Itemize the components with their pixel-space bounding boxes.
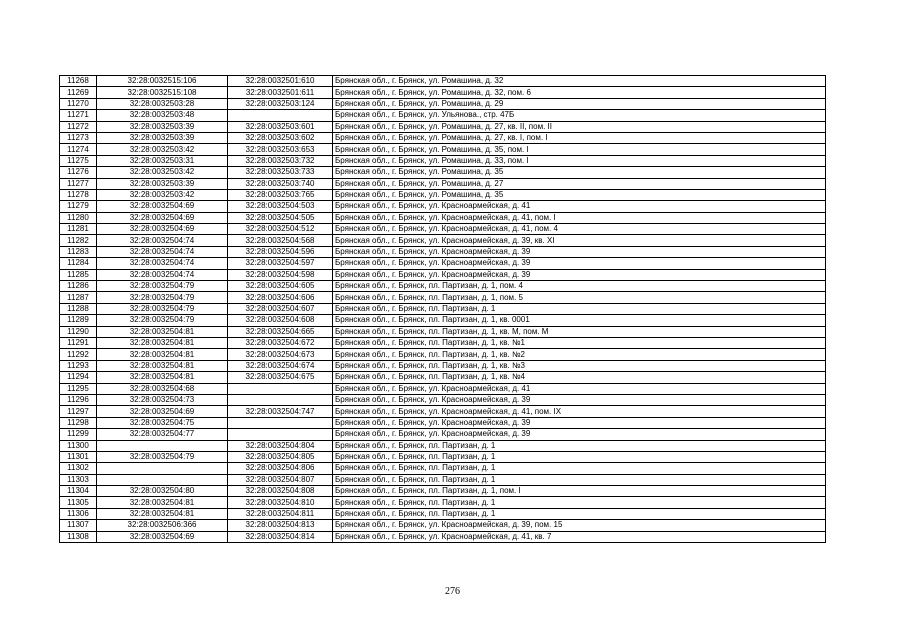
table-row	[60, 474, 826, 485]
table-row	[60, 269, 826, 280]
object-cadastral-number: 32:28:0032504:814	[228, 531, 333, 542]
address: Брянская обл., г. Брянск, ул. Ромашина, д. 32	[333, 76, 826, 87]
row-number: 11283	[60, 246, 97, 257]
table-row	[60, 497, 826, 508]
parcel-cadastral-number: 32:28:0032504:74	[97, 258, 228, 269]
table-row	[60, 132, 826, 143]
row-number: 11279	[60, 201, 97, 212]
row-number: 11300	[60, 440, 97, 451]
table-row	[60, 155, 826, 166]
address: Брянская обл., г. Брянск, ул. Красноармейская, д. 41	[333, 383, 826, 394]
parcel-cadastral-number: 32:28:0032504:69	[97, 531, 228, 542]
row-number: 11291	[60, 337, 97, 348]
address: Брянская обл., г. Брянск, пл. Партизан, д. 1	[333, 440, 826, 451]
table-row	[60, 429, 826, 440]
object-cadastral-number: 32:28:0032504:747	[228, 406, 333, 417]
object-cadastral-number: 32:28:0032504:810	[228, 497, 333, 508]
object-cadastral-number: 32:28:0032503:765	[228, 189, 333, 200]
parcel-cadastral-number: 32:28:0032504:69	[97, 212, 228, 223]
row-number: 11277	[60, 178, 97, 189]
address: Брянская обл., г. Брянск, ул. Красноармейская, д. 39	[333, 429, 826, 440]
row-number: 11307	[60, 520, 97, 531]
object-cadastral-number: 32:28:0032504:503	[228, 201, 333, 212]
parcel-cadastral-number: 32:28:0032503:48	[97, 110, 228, 121]
table-row	[60, 258, 826, 269]
object-cadastral-number: 32:28:0032504:808	[228, 486, 333, 497]
table-row	[60, 451, 826, 462]
parcel-cadastral-number: 32:28:0032504:79	[97, 315, 228, 326]
address: Брянская обл., г. Брянск, ул. Красноармейская, д. 41, пом. 4	[333, 224, 826, 235]
row-number: 11305	[60, 497, 97, 508]
address: Брянская обл., г. Брянск, ул. Ромашина, д. 35, пом. I	[333, 144, 826, 155]
address: Брянская обл., г. Брянск, ул. Красноармейская, д. 39	[333, 394, 826, 405]
table-row	[60, 167, 826, 178]
object-cadastral-number: 32:28:0032504:811	[228, 508, 333, 519]
parcel-cadastral-number: 32:28:0032504:79	[97, 281, 228, 292]
table-row	[60, 383, 826, 394]
table-row	[60, 520, 826, 531]
table-row	[60, 76, 826, 87]
parcel-cadastral-number: 32:28:0032504:81	[97, 372, 228, 383]
address: Брянская обл., г. Брянск, пл. Партизан, д. 1, кв. №3	[333, 360, 826, 371]
object-cadastral-number: 32:28:0032504:607	[228, 303, 333, 314]
row-number: 11301	[60, 451, 97, 462]
object-cadastral-number: 32:28:0032504:807	[228, 474, 333, 485]
object-cadastral-number: 32:28:0032501:610	[228, 76, 333, 87]
row-number: 11299	[60, 429, 97, 440]
object-cadastral-number: 32:28:0032504:598	[228, 269, 333, 280]
address: Брянская обл., г. Брянск, ул. Ульянова., стр. 47Б	[333, 110, 826, 121]
row-number: 11303	[60, 474, 97, 485]
parcel-cadastral-number: 32:28:0032503:42	[97, 189, 228, 200]
object-cadastral-number: 32:28:0032504:608	[228, 315, 333, 326]
parcel-cadastral-number: 32:28:0032504:81	[97, 326, 228, 337]
object-cadastral-number: 32:28:0032503:653	[228, 144, 333, 155]
parcel-cadastral-number: 32:28:0032504:74	[97, 246, 228, 257]
address: Брянская обл., г. Брянск, пл. Партизан, д. 1	[333, 497, 826, 508]
parcel-cadastral-number: 32:28:0032504:81	[97, 508, 228, 519]
table-row	[60, 508, 826, 519]
row-number: 11271	[60, 110, 97, 121]
address: Брянская обл., г. Брянск, пл. Партизан, д. 1, кв. 0001	[333, 315, 826, 326]
address: Брянская обл., г. Брянск, ул. Ромашина, д. 33, пом. I	[333, 155, 826, 166]
row-number: 11292	[60, 349, 97, 360]
row-number: 11295	[60, 383, 97, 394]
parcel-cadastral-number: 32:28:0032504:79	[97, 451, 228, 462]
parcel-cadastral-number: 32:28:0032503:28	[97, 98, 228, 109]
page-number: 276	[445, 586, 460, 597]
object-cadastral-number: 32:28:0032504:674	[228, 360, 333, 371]
table-row	[60, 87, 826, 98]
object-cadastral-number	[228, 394, 333, 405]
address: Брянская обл., г. Брянск, пл. Партизан, д. 1	[333, 508, 826, 519]
row-number: 11287	[60, 292, 97, 303]
row-number: 11270	[60, 98, 97, 109]
table-row	[60, 235, 826, 246]
address: Брянская обл., г. Брянск, пл. Партизан, д. 1, кв. №2	[333, 349, 826, 360]
table-row	[60, 292, 826, 303]
table-row	[60, 281, 826, 292]
row-number: 11285	[60, 269, 97, 280]
parcel-cadastral-number: 32:28:0032503:42	[97, 167, 228, 178]
table-row	[60, 337, 826, 348]
row-number: 11293	[60, 360, 97, 371]
object-cadastral-number	[228, 429, 333, 440]
row-number: 11281	[60, 224, 97, 235]
address: Брянская обл., г. Брянск, пл. Партизан, д. 1	[333, 474, 826, 485]
object-cadastral-number: 32:28:0032503:602	[228, 132, 333, 143]
object-cadastral-number: 32:28:0032504:806	[228, 463, 333, 474]
parcel-cadastral-number: 32:28:0032504:74	[97, 235, 228, 246]
row-number: 11284	[60, 258, 97, 269]
address: Брянская обл., г. Брянск, пл. Партизан, д. 1, кв. №4	[333, 372, 826, 383]
address: Брянская обл., г. Брянск, пл. Партизан, д. 1, пом. I	[333, 486, 826, 497]
table-row	[60, 486, 826, 497]
table-row	[60, 394, 826, 405]
object-cadastral-number: 32:28:0032503:124	[228, 98, 333, 109]
row-number: 11276	[60, 167, 97, 178]
parcel-cadastral-number: 32:28:0032504:74	[97, 269, 228, 280]
parcel-cadastral-number: 32:28:0032504:73	[97, 394, 228, 405]
row-number: 11297	[60, 406, 97, 417]
object-cadastral-number: 32:28:0032503:601	[228, 121, 333, 132]
parcel-cadastral-number: 32:28:0032504:81	[97, 360, 228, 371]
object-cadastral-number: 32:28:0032504:675	[228, 372, 333, 383]
address: Брянская обл., г. Брянск, ул. Красноармейская, д. 39, кв. XI	[333, 235, 826, 246]
object-cadastral-number: 32:28:0032504:605	[228, 281, 333, 292]
table-row	[60, 303, 826, 314]
table-row	[60, 326, 826, 337]
parcel-cadastral-number: 32:28:0032504:79	[97, 292, 228, 303]
address: Брянская обл., г. Брянск, ул. Ромашина, д. 27, кв. II, пом. II	[333, 121, 826, 132]
address: Брянская обл., г. Брянск, ул. Ромашина, д. 35	[333, 167, 826, 178]
object-cadastral-number: 32:28:0032504:673	[228, 349, 333, 360]
parcel-cadastral-number: 32:28:0032515:108	[97, 87, 228, 98]
table-row	[60, 212, 826, 223]
object-cadastral-number	[228, 110, 333, 121]
address: Брянская обл., г. Брянск, пл. Партизан, д. 1	[333, 451, 826, 462]
parcel-cadastral-number	[97, 463, 228, 474]
object-cadastral-number: 32:28:0032504:568	[228, 235, 333, 246]
parcel-cadastral-number: 32:28:0032503:39	[97, 132, 228, 143]
row-number: 11273	[60, 132, 97, 143]
address: Брянская обл., г. Брянск, ул. Красноармейская, д. 41, пом. IX	[333, 406, 826, 417]
address: Брянская обл., г. Брянск, ул. Красноармейская, д. 39	[333, 269, 826, 280]
parcel-cadastral-number: 32:28:0032503:39	[97, 121, 228, 132]
row-number: 11269	[60, 87, 97, 98]
address: Брянская обл., г. Брянск, ул. Красноармейская, д. 41	[333, 201, 826, 212]
table-row	[60, 224, 826, 235]
parcel-cadastral-number: 32:28:0032503:39	[97, 178, 228, 189]
parcel-cadastral-number: 32:28:0032504:81	[97, 497, 228, 508]
address: Брянская обл., г. Брянск, ул. Красноармейская, д. 41, кв. 7	[333, 531, 826, 542]
address: Брянская обл., г. Брянск, пл. Партизан, д. 1, пом. 4	[333, 281, 826, 292]
row-number: 11298	[60, 417, 97, 428]
parcel-cadastral-number	[97, 440, 228, 451]
object-cadastral-number: 32:28:0032504:597	[228, 258, 333, 269]
row-number: 11282	[60, 235, 97, 246]
object-cadastral-number: 32:28:0032504:672	[228, 337, 333, 348]
address: Брянская обл., г. Брянск, пл. Партизан, д. 1, кв. М, пом. М	[333, 326, 826, 337]
object-cadastral-number: 32:28:0032504:606	[228, 292, 333, 303]
table-row	[60, 189, 826, 200]
address: Брянская обл., г. Брянск, ул. Ромашина, д. 29	[333, 98, 826, 109]
address: Брянская обл., г. Брянск, ул. Красноармейская, д. 41, пом. I	[333, 212, 826, 223]
table-row	[60, 360, 826, 371]
row-number: 11274	[60, 144, 97, 155]
parcel-cadastral-number: 32:28:0032504:75	[97, 417, 228, 428]
row-number: 11306	[60, 508, 97, 519]
table-row	[60, 201, 826, 212]
cadastral-table	[59, 75, 826, 543]
address: Брянская обл., г. Брянск, ул. Красноармейская, д. 39	[333, 417, 826, 428]
parcel-cadastral-number: 32:28:0032504:81	[97, 337, 228, 348]
row-number: 11288	[60, 303, 97, 314]
table-row	[60, 417, 826, 428]
address: Брянская обл., г. Брянск, ул. Ромашина, д. 32, пом. 6	[333, 87, 826, 98]
parcel-cadastral-number: 32:28:0032504:81	[97, 349, 228, 360]
table-row	[60, 144, 826, 155]
address: Брянская обл., г. Брянск, пл. Партизан, д. 1	[333, 303, 826, 314]
object-cadastral-number: 32:28:0032503:732	[228, 155, 333, 166]
row-number: 11308	[60, 531, 97, 542]
row-number: 11272	[60, 121, 97, 132]
address: Брянская обл., г. Брянск, ул. Красноармейская, д. 39	[333, 258, 826, 269]
parcel-cadastral-number: 32:28:0032503:31	[97, 155, 228, 166]
table-row	[60, 121, 826, 132]
row-number: 11289	[60, 315, 97, 326]
table-row	[60, 246, 826, 257]
parcel-cadastral-number: 32:28:0032515:106	[97, 76, 228, 87]
parcel-cadastral-number	[97, 474, 228, 485]
parcel-cadastral-number: 32:28:0032504:68	[97, 383, 228, 394]
parcel-cadastral-number: 32:28:0032504:69	[97, 201, 228, 212]
table-row	[60, 531, 826, 542]
object-cadastral-number: 32:28:0032504:505	[228, 212, 333, 223]
row-number: 11296	[60, 394, 97, 405]
row-number: 11280	[60, 212, 97, 223]
row-number: 11290	[60, 326, 97, 337]
address: Брянская обл., г. Брянск, ул. Ромашина, д. 27	[333, 178, 826, 189]
address: Брянская обл., г. Брянск, ул. Красноармейская, д. 39, пом. 15	[333, 520, 826, 531]
row-number: 11278	[60, 189, 97, 200]
table-row	[60, 349, 826, 360]
address: Брянская обл., г. Брянск, пл. Партизан, д. 1, пом. 5	[333, 292, 826, 303]
object-cadastral-number	[228, 417, 333, 428]
object-cadastral-number: 32:28:0032504:805	[228, 451, 333, 462]
object-cadastral-number: 32:28:0032504:512	[228, 224, 333, 235]
parcel-cadastral-number: 32:28:0032503:42	[97, 144, 228, 155]
row-number: 11275	[60, 155, 97, 166]
table-row	[60, 110, 826, 121]
address: Брянская обл., г. Брянск, ул. Ромашина, д. 35	[333, 189, 826, 200]
parcel-cadastral-number: 32:28:0032504:69	[97, 224, 228, 235]
address: Брянская обл., г. Брянск, пл. Партизан, д. 1	[333, 463, 826, 474]
object-cadastral-number: 32:28:0032503:740	[228, 178, 333, 189]
object-cadastral-number: 32:28:0032504:813	[228, 520, 333, 531]
object-cadastral-number: 32:28:0032504:665	[228, 326, 333, 337]
parcel-cadastral-number: 32:28:0032504:69	[97, 406, 228, 417]
row-number: 11302	[60, 463, 97, 474]
object-cadastral-number: 32:28:0032503:733	[228, 167, 333, 178]
address: Брянская обл., г. Брянск, ул. Красноармейская, д. 39	[333, 246, 826, 257]
address: Брянская обл., г. Брянск, ул. Ромашина, д. 27, кв. I, пом. I	[333, 132, 826, 143]
parcel-cadastral-number: 32:28:0032504:80	[97, 486, 228, 497]
parcel-cadastral-number: 32:28:0032504:77	[97, 429, 228, 440]
table-row	[60, 98, 826, 109]
object-cadastral-number	[228, 383, 333, 394]
object-cadastral-number: 32:28:0032504:596	[228, 246, 333, 257]
parcel-cadastral-number: 32:28:0032504:79	[97, 303, 228, 314]
row-number: 11294	[60, 372, 97, 383]
table-row	[60, 406, 826, 417]
table-row	[60, 315, 826, 326]
table-row	[60, 463, 826, 474]
table-body	[60, 76, 826, 543]
table-row	[60, 440, 826, 451]
row-number: 11268	[60, 76, 97, 87]
table-row	[60, 372, 826, 383]
parcel-cadastral-number: 32:28:0032506:366	[97, 520, 228, 531]
row-number: 11286	[60, 281, 97, 292]
row-number: 11304	[60, 486, 97, 497]
object-cadastral-number: 32:28:0032504:804	[228, 440, 333, 451]
table-row	[60, 178, 826, 189]
object-cadastral-number: 32:28:0032501:611	[228, 87, 333, 98]
address: Брянская обл., г. Брянск, пл. Партизан, д. 1, кв. №1	[333, 337, 826, 348]
